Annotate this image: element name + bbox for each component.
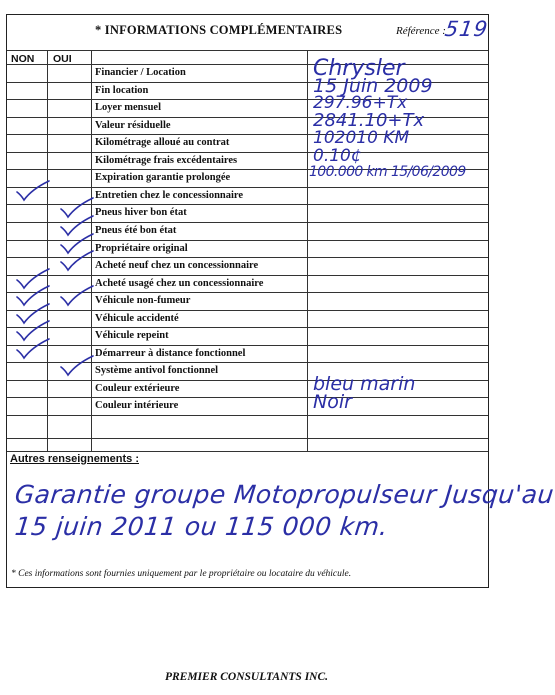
header-rule	[7, 50, 488, 51]
row-rule	[7, 438, 488, 439]
company-name: PREMIER CONSULTANTS INC.	[164, 671, 329, 683]
row-label: Couleur extérieure	[95, 382, 180, 394]
checkmark-icon	[59, 285, 95, 307]
row-label: Démarreur à distance fonctionnel	[95, 347, 246, 359]
row-label: Fin location	[95, 84, 149, 96]
checkmark-icon	[15, 338, 51, 360]
row-label: Système antivol fonctionnel	[95, 365, 219, 377]
row-label: Véhicule non-fumeur	[95, 295, 191, 307]
col-divider-non	[47, 50, 48, 451]
row-label: Propriétaire original	[95, 242, 188, 254]
footnote: * Ces informations sont fournies uniquement par le propriétaire ou locataire du véhicule.	[11, 569, 352, 579]
row-value-handwritten: Chrysler	[313, 56, 405, 82]
row-rule	[7, 275, 488, 276]
row-label: Couleur intérieure	[95, 400, 179, 412]
checkmark-icon	[59, 355, 95, 377]
row-value-handwritten: 100.000 km 15/06/2009	[309, 164, 466, 181]
row-rule	[7, 310, 488, 311]
row-label: Kilométrage frais excédentaires	[95, 154, 238, 166]
row-rule	[7, 187, 488, 188]
table-bottom-rule	[7, 451, 488, 452]
row-label: Financier / Location	[95, 67, 186, 78]
row-rule	[7, 415, 488, 416]
reference-label: Référence :	[396, 25, 446, 37]
row-label: Kilométrage alloué au contrat	[95, 137, 230, 149]
row-rule	[7, 327, 488, 328]
autres-line-1: Garantie groupe Motopropulseur Jusqu'au	[13, 480, 555, 509]
row-value-handwritten: 102010 KM	[313, 128, 410, 149]
row-label: Pneus hiver bon état	[95, 207, 187, 219]
row-label: Pneus été bon état	[95, 224, 177, 236]
row-rule	[7, 397, 488, 398]
row-label: Acheté usagé chez un concessionnaire	[95, 277, 264, 289]
row-label: Véhicule repeint	[95, 330, 169, 342]
row-value-handwritten: Noir	[313, 390, 352, 413]
row-label: Entretien chez le concessionnaire	[95, 189, 244, 201]
autres-line-2: 15 juin 2011 ou 115 000 km.	[13, 512, 390, 541]
row-rule	[7, 380, 488, 381]
form-title: * INFORMATIONS COMPLÉMENTAIRES	[95, 23, 343, 37]
row-value-handwritten: 0.10¢	[313, 145, 362, 166]
info-form	[6, 14, 555, 588]
row-label: Valeur résiduelle	[95, 119, 171, 131]
row-value-handwritten: bleu marin	[313, 373, 416, 396]
row-rule	[7, 134, 488, 135]
row-rule	[7, 64, 488, 65]
row-value-handwritten: 15 Juin 2009	[313, 74, 433, 97]
col-header-oui: OUI	[53, 53, 72, 65]
row-rule	[7, 152, 488, 153]
row-label: Expiration garantie prolongée	[95, 172, 231, 184]
autres-label: Autres renseignements :	[10, 453, 139, 465]
reference-value: 519	[443, 17, 490, 41]
checkmark-icon	[59, 250, 95, 272]
col-header-non: NON	[11, 53, 35, 65]
row-label: Véhicule accidenté	[95, 312, 179, 324]
row-rule	[7, 99, 488, 100]
row-label: Loyer mensuel	[95, 102, 162, 114]
row-value-handwritten: 2841.10+Tx	[313, 110, 425, 132]
row-rule	[7, 345, 488, 346]
row-label: Acheté neuf chez un concessionnaire	[95, 260, 259, 272]
col-divider-value	[307, 50, 308, 451]
checkmark-icon	[15, 180, 51, 202]
row-value-handwritten: 297.96+Tx	[313, 93, 408, 114]
